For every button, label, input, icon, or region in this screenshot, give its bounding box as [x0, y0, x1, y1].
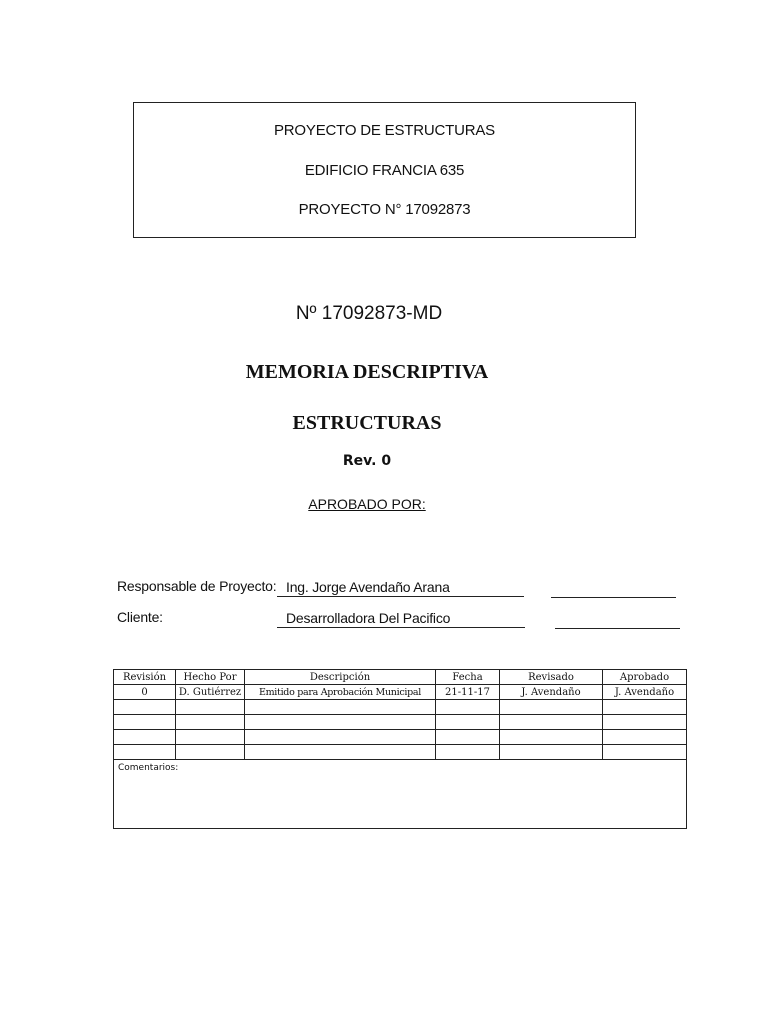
cell-revision: 0: [114, 685, 176, 700]
cell-date: [436, 700, 500, 715]
cell-approved: [603, 745, 687, 760]
cell-reviewed: [500, 700, 603, 715]
document-title: MEMORIA DESCRIPTIVA: [245, 361, 489, 383]
cell-revision: [114, 730, 176, 745]
cell-revision: [114, 700, 176, 715]
cell-revision: [114, 715, 176, 730]
cell-date: [436, 715, 500, 730]
col-header-revision: Revisión: [114, 670, 176, 685]
table-row: [114, 700, 687, 715]
cell-made-by: [176, 745, 245, 760]
client-label: Cliente:: [117, 609, 163, 625]
responsible-signature-line: [551, 578, 676, 598]
document-subtitle: ESTRUCTURAS: [292, 412, 442, 434]
comments-row: [114, 760, 687, 829]
table-row: [114, 745, 687, 760]
cell-approved: J. Avendaño: [603, 685, 687, 700]
client-signature-line: [555, 609, 680, 629]
cell-made-by: [176, 715, 245, 730]
col-header-reviewed: Revisado: [500, 670, 603, 685]
cell-approved: [603, 700, 687, 715]
approved-by-heading: APROBADO POR:: [308, 496, 426, 512]
cell-revision: [114, 745, 176, 760]
cell-reviewed: [500, 715, 603, 730]
table-row: [114, 685, 687, 700]
table-row: [114, 715, 687, 730]
cell-description: [245, 700, 436, 715]
cell-reviewed: J. Avendaño: [500, 685, 603, 700]
project-number: PROYECTO N° 17092873: [298, 201, 471, 218]
document-number: Nº 17092873-MD: [295, 303, 443, 324]
cell-date: 21-11-17: [436, 685, 500, 700]
responsible-value: Ing. Jorge Avendaño Arana: [277, 578, 524, 597]
cell-made-by: [176, 730, 245, 745]
cell-date: [436, 730, 500, 745]
comments-label: Comentarios:: [118, 763, 179, 773]
col-header-date: Fecha: [436, 670, 500, 685]
comments-cell: [114, 760, 687, 829]
cell-description: [245, 715, 436, 730]
cell-made-by: [176, 700, 245, 715]
cell-made-by: D. Gutiérrez: [176, 685, 245, 700]
table-header-row: [114, 670, 687, 685]
client-value: Desarrolladora Del Pacifico: [277, 609, 525, 628]
col-header-approved: Aprobado: [603, 670, 687, 685]
cell-description: Emitido para Aprobación Municipal: [245, 685, 436, 700]
project-header-box: [133, 102, 636, 238]
cell-date: [436, 745, 500, 760]
project-type: PROYECTO DE ESTRUCTURAS: [274, 122, 495, 139]
cell-approved: [603, 730, 687, 745]
cell-reviewed: [500, 745, 603, 760]
col-header-description: Descripción: [245, 670, 436, 685]
cell-description: [245, 745, 436, 760]
col-header-made-by: Hecho Por: [176, 670, 245, 685]
cell-description: [245, 730, 436, 745]
building-name: EDIFICIO FRANCIA 635: [304, 162, 465, 179]
responsible-label: Responsable de Proyecto:: [117, 578, 277, 594]
revision-label: Rev. 0: [342, 453, 392, 469]
table-row: [114, 730, 687, 745]
revision-table: [113, 669, 687, 829]
cell-approved: [603, 715, 687, 730]
cell-reviewed: [500, 730, 603, 745]
